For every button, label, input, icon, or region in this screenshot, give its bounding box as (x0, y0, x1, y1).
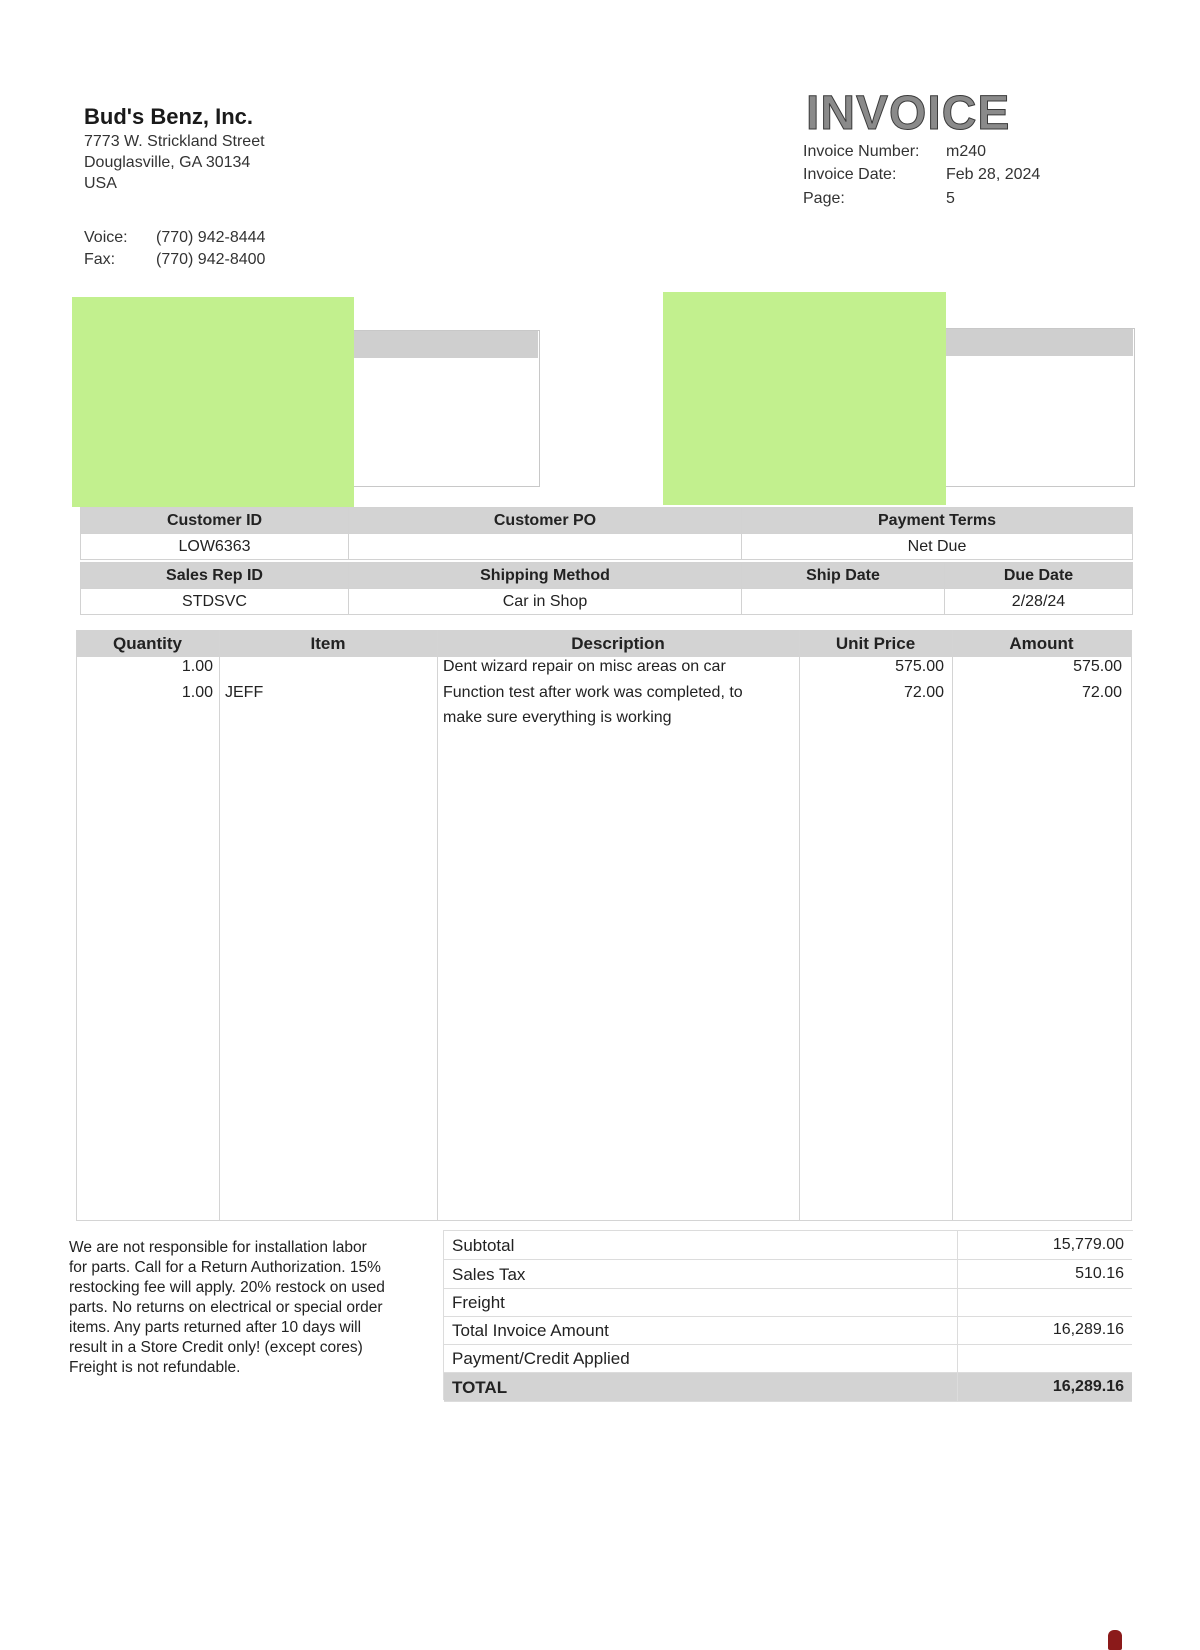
invoice-number: m240 (946, 143, 987, 160)
grand-total-label: TOTAL (452, 1378, 508, 1397)
totals-divider (957, 1316, 958, 1344)
ship-date-header: Ship Date (742, 563, 945, 589)
shipping-method-header: Shipping Method (349, 563, 742, 589)
freight-row (444, 1288, 1132, 1317)
terms-line: Freight is not refundable. (69, 1359, 241, 1376)
subtotal-label: Subtotal (452, 1236, 515, 1255)
row2-quantity: 1.00 (181, 684, 213, 701)
customer-po-value (349, 534, 742, 560)
customer-id-value: LOW6363 (81, 534, 349, 560)
ship-date-value (742, 589, 945, 615)
company-name: Bud's Benz, Inc. (84, 104, 254, 129)
row1-amount: 575.00 (1073, 658, 1122, 675)
terms-line: We are not responsible for installation labor (69, 1239, 367, 1256)
terms-line: result in a Store Credit only! (except cores) (69, 1339, 363, 1356)
due-date-value: 2/28/24 (945, 589, 1133, 615)
totals-divider (957, 1231, 958, 1259)
voice-label: Voice: (84, 229, 128, 246)
grand-total-value: 16,289.16 (1052, 1378, 1124, 1395)
totals-divider (957, 1260, 958, 1288)
page-label: Page: (803, 190, 845, 207)
sales-tax-value: 510.16 (1075, 1265, 1124, 1282)
voice-number: (770) 942-8444 (156, 229, 266, 246)
company-street: 7773 W. Strickland Street (84, 133, 265, 150)
scan-smudge (1108, 1630, 1122, 1650)
company-country: USA (84, 175, 117, 192)
terms-note (69, 1238, 435, 1378)
unit-price-header: Unit Price (835, 634, 916, 653)
grand-total-row (444, 1373, 1132, 1402)
freight-label: Freight (452, 1293, 505, 1312)
due-date-header: Due Date (945, 563, 1133, 589)
row1-unit-price: 575.00 (895, 658, 944, 675)
invoice-date-label: Invoice Date: (803, 166, 897, 183)
items-divider-1 (219, 630, 220, 1220)
customer-info-table (80, 507, 1133, 560)
sticky-note-right (663, 292, 946, 505)
row2-item: JEFF (225, 684, 264, 701)
shipping-info-table (80, 562, 1133, 615)
total-invoice-row (444, 1316, 1132, 1345)
payment-applied-label: Payment/Credit Applied (452, 1349, 630, 1368)
totals-divider (957, 1344, 958, 1372)
items-border-right (1131, 630, 1132, 1220)
customer-id-header: Customer ID (81, 508, 349, 534)
row1-quantity: 1.00 (181, 658, 213, 675)
payment-terms-value: Net Due (742, 534, 1133, 560)
page-number: 5 (946, 190, 955, 207)
invoice-title: INVOICE (806, 87, 1011, 140)
invoice-date: Feb 28, 2024 (946, 166, 1041, 183)
row2-unit-price: 72.00 (903, 684, 944, 701)
subtotal-row (444, 1231, 1132, 1260)
amount-header: Amount (1009, 634, 1074, 653)
shipping-method-value: Car in Shop (349, 589, 742, 615)
terms-line: restocking fee will apply. 20% restock on used (69, 1279, 385, 1296)
sales-tax-label: Sales Tax (452, 1265, 526, 1284)
items-divider-4 (952, 630, 953, 1220)
subtotal-value: 15,779.00 (1052, 1236, 1124, 1253)
row2-description-cont: make sure everything is working (443, 709, 672, 726)
items-divider-3 (799, 630, 800, 1220)
invoice-number-label: Invoice Number: (803, 143, 920, 160)
total-invoice-value: 16,289.16 (1052, 1321, 1124, 1338)
item-header: Item (310, 634, 346, 653)
sales-rep-header: Sales Rep ID (81, 563, 349, 589)
row1-description: Dent wizard repair on misc areas on car (443, 658, 726, 675)
ship-to-header-bar (944, 329, 1133, 356)
bill-to-header-bar (352, 331, 538, 358)
terms-line: for parts. Call for a Return Authorization. 15% (69, 1259, 381, 1276)
totals-divider (957, 1373, 958, 1401)
row2-amount: 72.00 (1081, 684, 1122, 701)
fax-label: Fax: (84, 251, 116, 268)
row2-description: Function test after work was completed, to (443, 684, 743, 701)
sales-rep-value: STDSVC (81, 589, 349, 615)
payment-terms-header: Payment Terms (742, 508, 1133, 534)
total-invoice-label: Total Invoice Amount (452, 1321, 609, 1340)
terms-line: parts. No returns on electrical or special order (69, 1299, 383, 1316)
sales-tax-row (444, 1260, 1132, 1289)
fax-number: (770) 942-8400 (156, 251, 266, 268)
sticky-note-left (72, 297, 354, 507)
company-city: Douglasville, GA 30134 (84, 154, 251, 171)
items-border-left (76, 630, 77, 1220)
totals-divider (957, 1288, 958, 1316)
items-divider-2 (437, 630, 438, 1220)
payment-applied-row (444, 1344, 1132, 1373)
description-header: Description (571, 634, 665, 653)
terms-line: items. Any parts returned after 10 days will (69, 1319, 362, 1336)
quantity-header: Quantity (113, 634, 182, 653)
customer-po-header: Customer PO (349, 508, 742, 534)
items-border-bottom (76, 1220, 1132, 1221)
